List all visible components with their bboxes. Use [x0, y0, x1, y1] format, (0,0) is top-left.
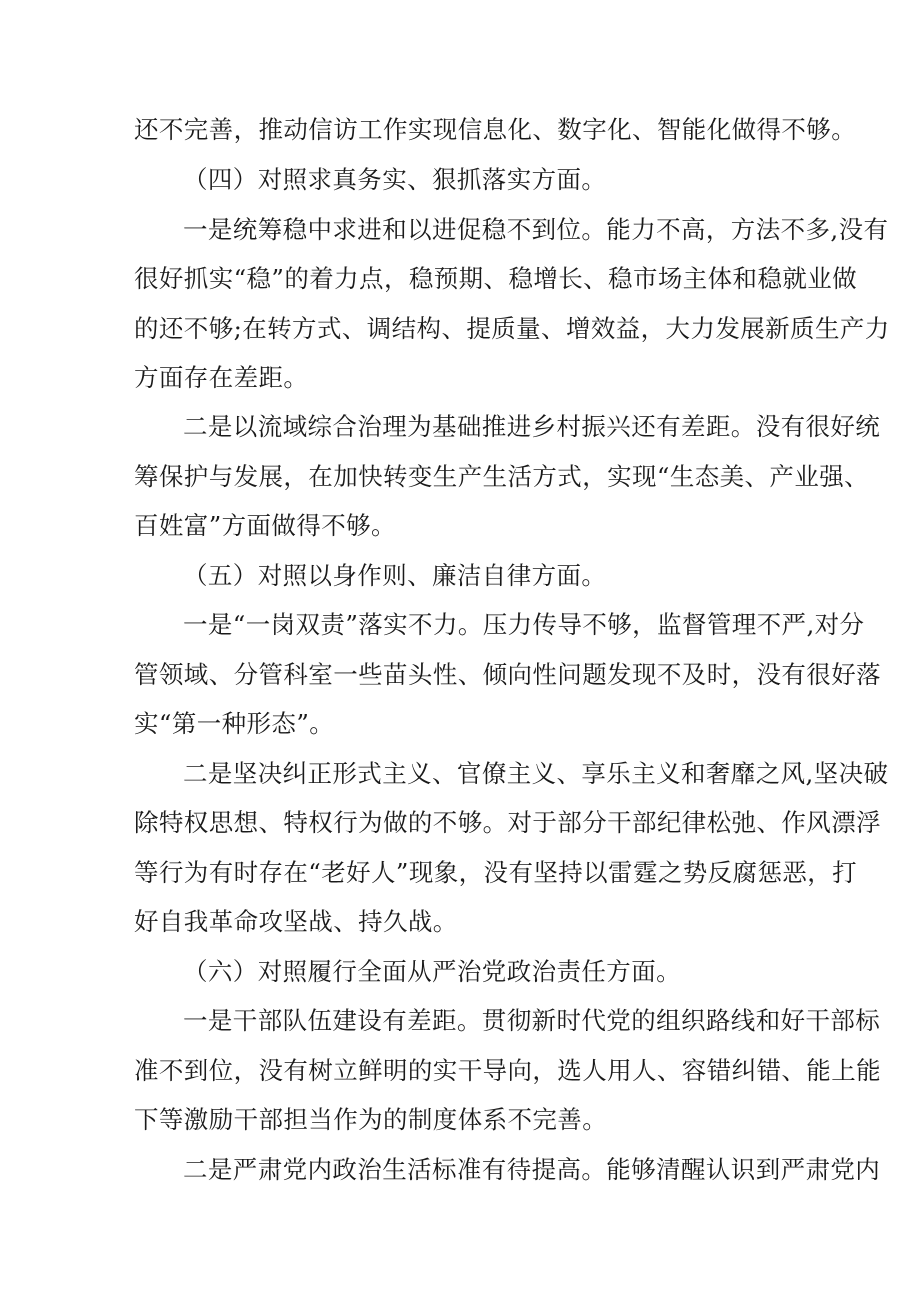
- text-line: 筹保护与发展，在加快转变生产生活方式，实现“生态美、产业强、: [134, 462, 870, 491]
- text-line: 下等激励干部担当作为的制度体系不完善。: [134, 1105, 608, 1134]
- text-line: 实“第一种形态”。: [134, 709, 335, 738]
- text-line: 方面存在差距。: [134, 363, 309, 392]
- text-line: 管领域、分管科室一些苗头性、倾向性问题发现不及时，没有很好落: [134, 660, 881, 689]
- section-heading: （六）对照履行全面从严治党政治责任方面。: [183, 957, 681, 986]
- text-line: 百姓富”方面做得不够。: [134, 511, 396, 540]
- text-line: 等行为有时存在“老好人”现象，没有坚持以雷霆之势反腐惩恶，打: [134, 858, 858, 887]
- text-line: 还不完善，推动信访工作实现信息化、数字化、智能化做得不够。: [134, 115, 857, 144]
- text-line: 准不到位，没有树立鲜明的实干导向，选人用人、容错纠错、能上能: [134, 1056, 881, 1085]
- section-heading: （五）对照以身作则、廉洁自律方面。: [183, 561, 607, 590]
- text-line: 除特权思想、特权行为做的不够。对于部分干部纪律松弛、作风漂浮: [134, 808, 881, 837]
- text-line: 一是统筹稳中求进和以进促稳不到位。能力不高，方法不多,没有: [183, 215, 889, 244]
- text-line: 一是干部队伍建设有差距。贯彻新时代党的组织路线和好干部标: [183, 1006, 881, 1035]
- text-line: 很好抓实“稳”的着力点，稳预期、稳增长、稳市场主体和稳就业做: [134, 264, 858, 293]
- text-line: 二是严肃党内政治生活标准有待提高。能够清醒认识到严肃党内: [183, 1155, 881, 1184]
- text-line: 好自我革命攻坚战、持久战。: [134, 907, 458, 936]
- text-line: 二是坚决纠正形式主义、官僚主义、享乐主义和奢靡之风,坚决破: [183, 759, 889, 788]
- text-line: 一是“一岗双责”落实不力。压力传导不够，监督管理不严,对分: [183, 610, 865, 639]
- section-heading: （四）对照求真务实、狠抓落实方面。: [183, 165, 607, 194]
- text-line: 二是以流域综合治理为基础推进乡村振兴还有差距。没有很好统: [183, 412, 881, 441]
- text-line: 的还不够;在转方式、调结构、提质量、增效益，大力发展新质生产力: [134, 314, 890, 343]
